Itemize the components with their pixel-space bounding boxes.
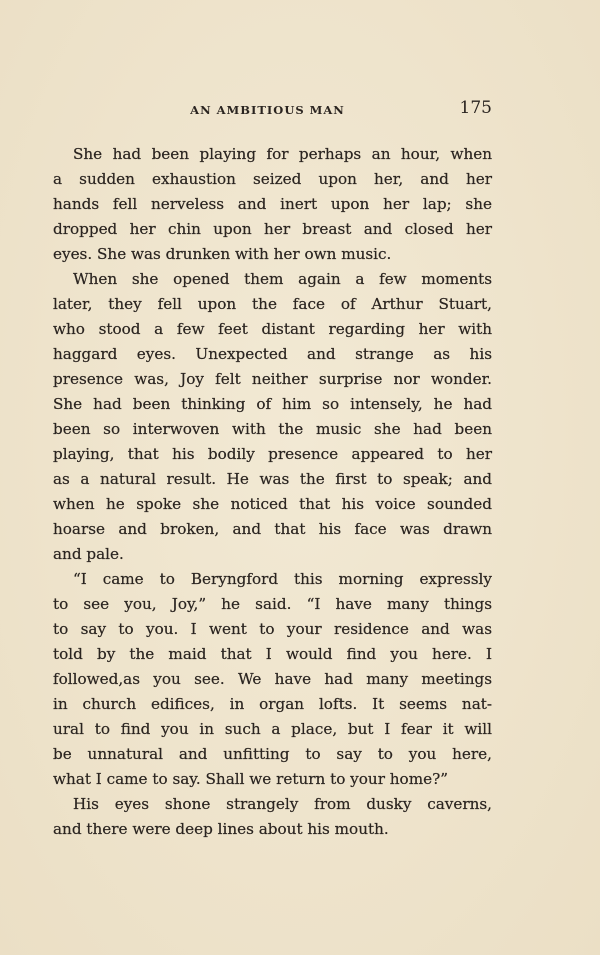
text-line: who stood a few feet distant regarding her with	[53, 320, 492, 338]
paragraph	[53, 142, 492, 267]
text-line: “I came to Beryngford this morning expressly	[73, 570, 492, 588]
text-line: playing, that his bodily presence appeared to her	[53, 445, 492, 463]
page-number: 175	[459, 98, 492, 118]
text-line: dropped her chin upon her breast and closed her	[53, 220, 492, 238]
text-line: ural to find you in such a place, but I fear it will	[53, 720, 492, 738]
text-line: to see you, Joy,” he said. “I have many things	[53, 595, 492, 613]
text-line: hands fell nerveless and inert upon her lap; she	[53, 195, 492, 213]
paragraph	[53, 792, 492, 842]
text-line: told by the maid that I would find you here. I	[53, 645, 492, 663]
text-line: been so interwoven with the music she had been	[53, 420, 492, 438]
text-line: be unnatural and unfitting to say to you here,	[53, 745, 492, 763]
text-line: His eyes shone strangely from dusky caverns,	[73, 795, 492, 813]
text-line: later, they fell upon the face of Arthur Stuart,	[53, 295, 492, 313]
text-line: and there were deep lines about his mouth.	[53, 820, 389, 838]
running-title: AN AMBITIOUS MAN	[190, 103, 345, 117]
text-line: what I came to say. Shall we return to your home?”	[53, 770, 448, 788]
text-line: when he spoke she noticed that his voice sounded	[53, 495, 492, 513]
text-line: a sudden exhaustion seized upon her, and her	[53, 170, 492, 188]
text-line: in church edifices, in organ lofts. It seems nat-	[53, 695, 492, 713]
text-line: followed,as you see. We have had many meetings	[53, 670, 492, 688]
paragraph	[53, 567, 492, 792]
text-line: She had been playing for perhaps an hour, when	[73, 145, 492, 163]
text-line: She had been thinking of him so intensely, he had	[53, 395, 492, 413]
text-line: and pale.	[53, 545, 124, 563]
text-line: to say to you. I went to your residence and was	[53, 620, 492, 638]
page-header	[53, 98, 492, 122]
body-text	[53, 142, 492, 842]
text-line: as a natural result. He was the first to speak; and	[53, 470, 492, 488]
text-line: When she opened them again a few moments	[73, 270, 492, 288]
text-line: haggard eyes. Unexpected and strange as his	[53, 345, 492, 363]
text-line: presence was, Joy felt neither surprise nor wonder.	[53, 370, 492, 388]
paragraph	[53, 267, 492, 567]
text-line: eyes. She was drunken with her own music.	[53, 245, 392, 263]
text-line: hoarse and broken, and that his face was drawn	[53, 520, 492, 538]
